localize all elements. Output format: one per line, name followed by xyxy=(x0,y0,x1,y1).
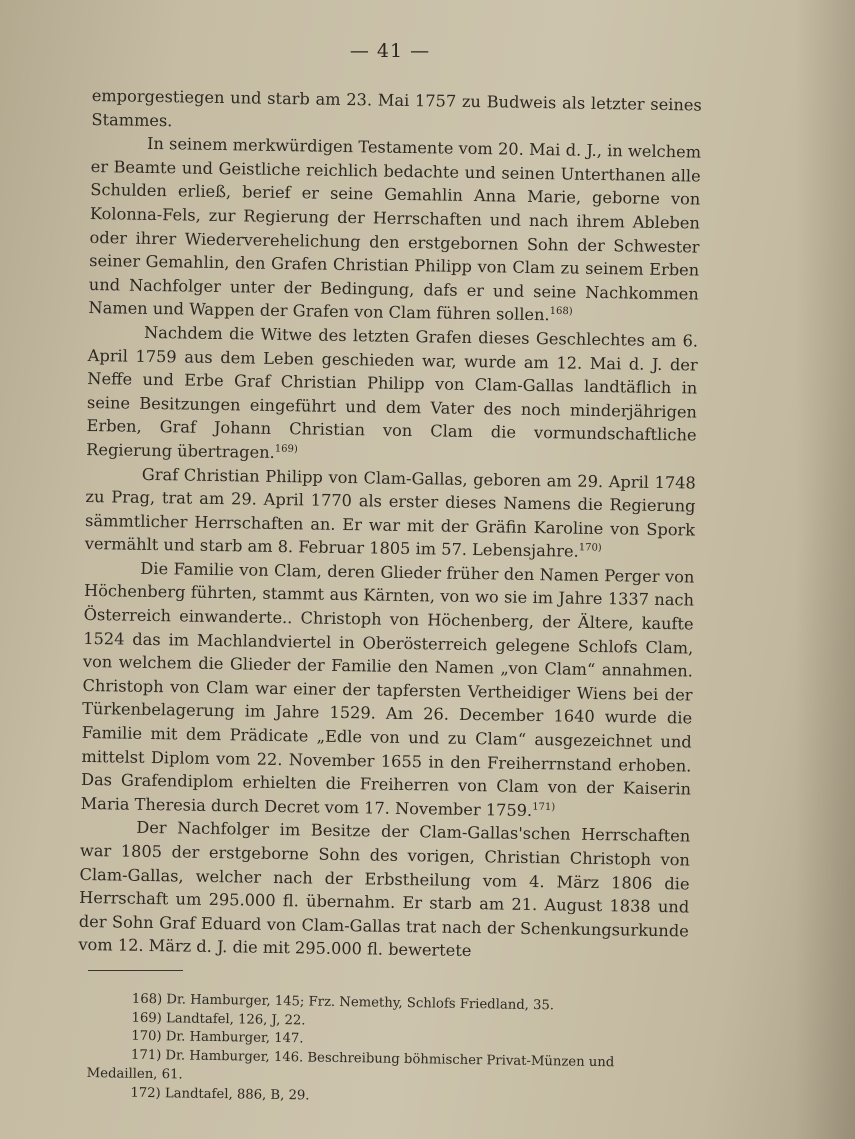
footnote: 172) Landtafel, 886, B, 29. xyxy=(130,1085,310,1104)
footnote: 169) Landtafel, 126, J, 22. xyxy=(131,1010,306,1029)
footnote: 171) Dr. Hamburger, 146. Beschreibung böhmischer Privat-Münzen und Medaillen, 61. xyxy=(86,1047,615,1083)
page-number: — 41 — xyxy=(349,40,431,62)
paragraph xyxy=(85,461,696,565)
paragraph xyxy=(88,131,701,329)
body-text xyxy=(78,84,702,966)
paragraph xyxy=(86,320,698,471)
paragraph-text: Nachdem die Witwe des letzten Grafen dieses Geschlechtes am 6. April 1759 aus dem Leben geschieden war, wurde am 12. Mai d. J. der Neffe und Erbe Graf Christian Philipp von Clam-Gallas landtäflich in seine Besitzungen eingeführt und dem Vater des noch minderjährigen Erben, Graf Johann Christian von Clam die vormundschaftliche Regierung übertragen. xyxy=(86,322,699,462)
paragraph-text: Die Familie von Clam, deren Glieder früher den Namen Perger von Höchenberg führten, stammt aus Kärnten, von wo sie im Jahre 1337 nach Österreich einwanderte.. Christoph von Höchenberg, der Ältere, kaufte 1524 das im Machlandviertel in Oberösterreich gelegene Schlofs Clam, von welchem die Glieder der Familie den Namen „von Clam“ annahmen. Christoph von Clam war einer der tapfersten Vertheidiger Wiens bei der Türkenbelagerung im Jahre 1529. Am 26. December 1640 wurde die Familie mit dem Prädicate „Edle von und zu Clam“ ausgezeichnet und mittelst Diplom vom 22. November 1655 in den Freiherrnstand erhoben. Das Grafendiplom erhielten die Freiherren von Clam von der Kaiserin Maria Theresia durch Decret vom 17. November 1759. xyxy=(80,558,695,820)
footnote-ref: 171) xyxy=(532,801,556,813)
page-edge-shadow xyxy=(795,0,855,1139)
paragraph xyxy=(81,556,695,825)
paragraph-text: Der Nachfolger im Besitze der Clam-Gallas'schen Herrschaften war 1805 der erstgeborne Sohn des vorigen, Christian Christoph von Clam-Gallas, welcher nach der Erbstheilung vom 4. März 1806 die Herrschaft um 295.000 fl. übernahm. Er starb am 21. August 1838 und der Sohn Graf Eduard von Clam-Gallas trat nach der Schenkungsurkunde vom 12. März d. J. die mit 295.000 fl. bewertete xyxy=(78,818,691,961)
paragraph-text: In seinem merkwürdigen Testamente vom 20. Mai d. J., in welchem er Beamte und Geistliche reichlich bedachte und seinen Unterthanen alle Schulden erließ, berief er seine Gemahlin Anna Marie, geborne von Kolonna-Fels, zur Regierung der Herrschaften und nach ihrem Ableben oder ihrer Wiederverehelichung den erstgebornen Sohn der Schwester seiner Gemahlin, den Grafen Christian Philipp von Clam zu seinem Erben und Nachfolger unter der Bedingung, dafs er und seine Nachkommen Namen und Wappen der Grafen von Clam führen sollen. xyxy=(88,134,702,325)
footnote-ref: 169) xyxy=(274,443,298,455)
footnote-ref: 170) xyxy=(578,542,602,554)
paragraph-text: emporgestiegen und starb am 23. Mai 1757 zu Budweis als letzter seines Stammes. xyxy=(91,85,702,130)
footnote-divider xyxy=(88,970,183,971)
footnote: 170) Dr. Hamburger, 147. xyxy=(131,1029,304,1047)
footnote: 168) Dr. Hamburger, 145; Frz. Nemethy, Schlofs Friedland, 35. xyxy=(131,991,555,1014)
paragraph-text: Graf Christian Philipp von Clam-Gallas, geboren am 29. April 1748 zu Prag, trat am 29. April 1770 als erster dieses Namens die Regierung sämmtlicher Herrschaften an. Er war mit der Gräfin Karoline von Spork vermählt und starb am 8. Februar 1805 im 57. Lebensjahre. xyxy=(84,464,696,561)
footnotes xyxy=(86,990,683,1112)
footnote-ref: 168) xyxy=(549,306,573,318)
paragraph xyxy=(78,815,690,966)
